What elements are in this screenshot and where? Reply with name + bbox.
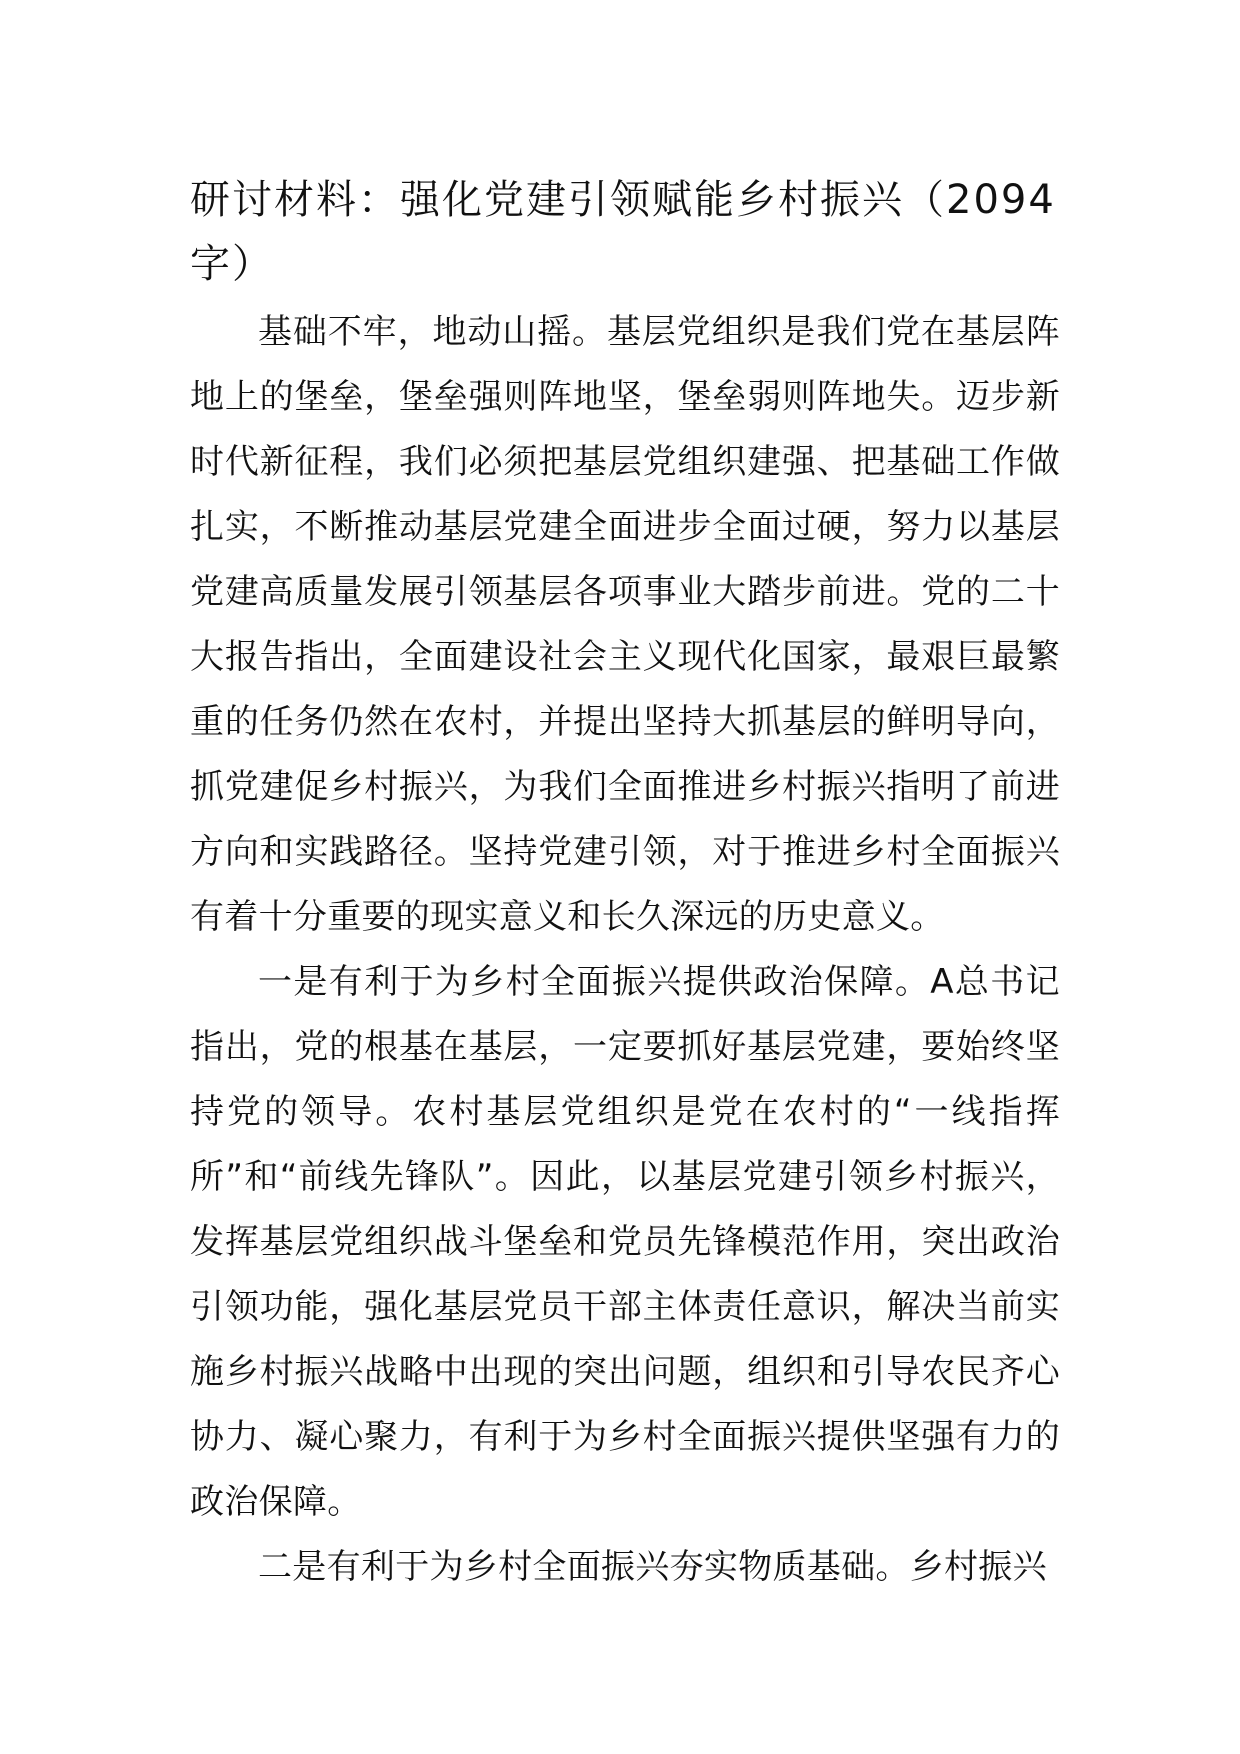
paragraph-material-foundation: 二是有利于为乡村全面振兴夯实物质基础。乡村振兴 [258,1547,1047,1587]
document-title: 研讨材料：强化党建引领赋能乡村振兴（2094字） [190,177,1056,287]
paragraph-political-guarantee: 一是有利于为乡村全面振兴提供政治保障。A总书记指出，党的根基在基层，一定要抓好基层党建，要始终坚持党的领导。农村基层党组织是党在农村的“一线指挥所”和“前线先锋队”。因此，以基层党建引领乡村振兴，发挥基层党组织战斗堡垒和党员先锋模范作用，突出政治引领功能，强化基层党员干部主体责任意识，解决当前实施乡村振兴战略中出现的突出问题，组织和引导农民齐心协力、凝心聚力，有利于为乡村全面振兴提供坚强有力的政治保障。 [190,962,1060,1522]
document-body [190,168,1060,1600]
paragraph-intro: 基础不牢，地动山摇。基层党组织是我们党在基层阵地上的堡垒，堡垒强则阵地坚，堡垒弱则阵地失。迈步新时代新征程，我们必须把基层党组织建强、把基础工作做扎实，不断推动基层党建全面进步全面过硬，努力以基层党建高质量发展引领基层各项事业大踏步前进。党的二十大报告指出，全面建设社会主义现代化国家，最艰巨最繁重的任务仍然在农村，并提出坚持大抓基层的鲜明导向，抓党建促乡村振兴，为我们全面推进乡村振兴指明了前进方向和实践路径。坚持党建引领，对于推进乡村全面振兴有着十分重要的现实意义和长久深远的历史意义。 [190,312,1060,937]
